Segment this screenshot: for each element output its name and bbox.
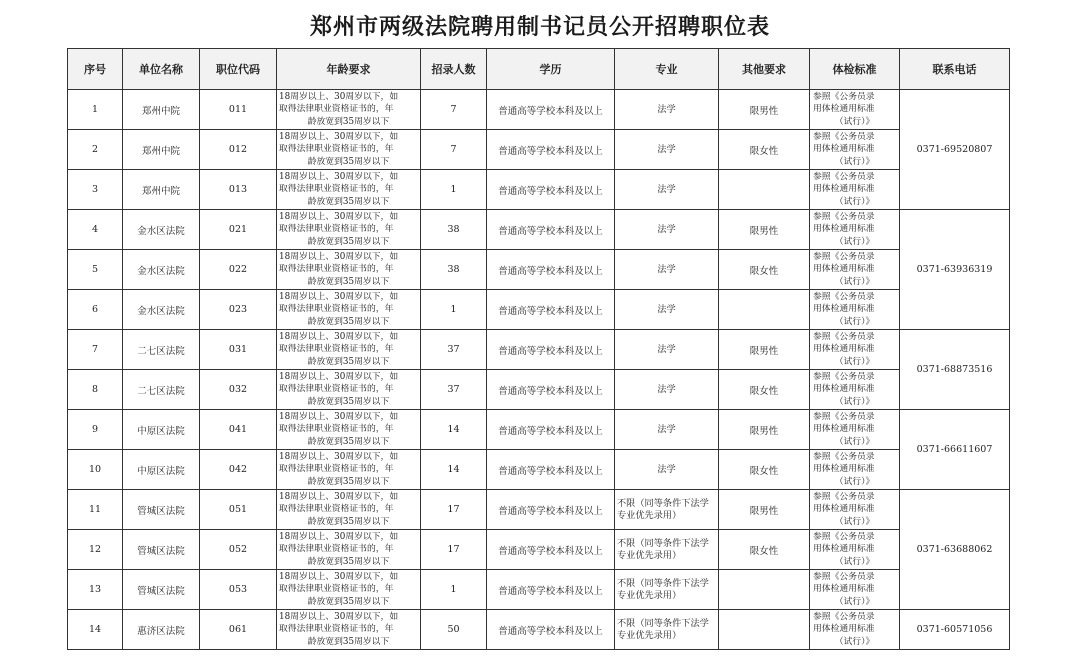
major: 法学 <box>615 170 719 210</box>
contact-phone: 0371-68873516 <box>900 330 1010 410</box>
education: 普通高等学校本科及以上 <box>487 490 615 530</box>
table-row <box>68 330 1010 370</box>
header-education: 学历 <box>487 49 615 90</box>
health-text-line: 用体检通用标准 <box>813 304 875 315</box>
major: 法学 <box>615 330 719 370</box>
unit-name: 金水区法院 <box>123 210 200 250</box>
age-text-line: 取得法律职业资格证书的，年 <box>279 264 394 275</box>
health-text-line: 参照《公务员录 <box>813 572 875 583</box>
other-requirement: 限男性 <box>719 410 810 450</box>
age-text-line: 龄放宽到35周岁以下 <box>307 116 390 127</box>
age-text-line: 18周岁以上、30周岁以下，如 <box>279 492 399 503</box>
health-standard <box>810 370 900 410</box>
education: 普通高等学校本科及以上 <box>487 610 615 650</box>
unit-name: 金水区法院 <box>123 290 200 330</box>
health-text-line: 用体检通用标准 <box>813 384 875 395</box>
health-text-line: （试行）》 <box>834 316 875 327</box>
education: 普通高等学校本科及以上 <box>487 130 615 170</box>
unit-name: 郑州中院 <box>123 170 200 210</box>
position-code: 061 <box>200 610 277 650</box>
position-code: 023 <box>200 290 277 330</box>
position-code: 041 <box>200 410 277 450</box>
health-text-line: 参照《公务员录 <box>813 252 875 263</box>
age-text-line: 龄放宽到35周岁以下 <box>307 636 390 647</box>
health-standard <box>810 330 900 370</box>
age-text-line: 取得法律职业资格证书的，年 <box>279 504 394 515</box>
age-text-line: 18周岁以上、30周岁以下，如 <box>279 612 399 623</box>
recruit-count: 37 <box>421 370 487 410</box>
age-requirement <box>277 330 421 370</box>
health-text-line: （试行）》 <box>834 236 875 247</box>
age-requirement <box>277 290 421 330</box>
health-standard <box>810 570 900 610</box>
education: 普通高等学校本科及以上 <box>487 250 615 290</box>
health-standard <box>810 490 900 530</box>
health-text-line: 参照《公务员录 <box>813 532 875 543</box>
unit-name: 二七区法院 <box>123 330 200 370</box>
age-text-line: 取得法律职业资格证书的，年 <box>279 184 394 195</box>
row-no: 13 <box>68 570 123 610</box>
position-code: 012 <box>200 130 277 170</box>
contact-phone: 0371-60571056 <box>900 610 1010 650</box>
unit-name: 惠济区法院 <box>123 610 200 650</box>
health-text-line: 用体检通用标准 <box>813 144 875 155</box>
health-text-line: 参照《公务员录 <box>813 612 875 623</box>
unit-name: 金水区法院 <box>123 250 200 290</box>
row-no: 5 <box>68 250 123 290</box>
header-major: 专业 <box>615 49 719 90</box>
table-row <box>68 290 1010 330</box>
unit-name: 郑州中院 <box>123 130 200 170</box>
other-requirement: 限女性 <box>719 450 810 490</box>
major: 法学 <box>615 370 719 410</box>
position-code: 031 <box>200 330 277 370</box>
age-text-line: 18周岁以上、30周岁以下，如 <box>279 572 399 583</box>
row-no: 6 <box>68 290 123 330</box>
health-text-line: 参照《公务员录 <box>813 172 875 183</box>
position-code: 021 <box>200 210 277 250</box>
age-requirement <box>277 90 421 130</box>
age-text-line: 龄放宽到35周岁以下 <box>307 556 390 567</box>
other-requirement: 限男性 <box>719 90 810 130</box>
contact-phone: 0371-63688062 <box>900 490 1010 610</box>
row-no: 12 <box>68 530 123 570</box>
health-text-line: 用体检通用标准 <box>813 104 875 115</box>
major: 不限（同等条件下法学专业优先录用） <box>615 490 719 530</box>
row-no: 10 <box>68 450 123 490</box>
health-text-line: 参照《公务员录 <box>813 452 875 463</box>
age-text-line: 取得法律职业资格证书的，年 <box>279 344 394 355</box>
age-requirement <box>277 410 421 450</box>
row-no: 14 <box>68 610 123 650</box>
header-other: 其他要求 <box>719 49 810 90</box>
health-text-line: 参照《公务员录 <box>813 132 875 143</box>
row-no: 1 <box>68 90 123 130</box>
page-title: 郑州市两级法院聘用制书记员公开招聘职位表 <box>309 15 770 40</box>
table-row <box>68 130 1010 170</box>
recruit-count: 37 <box>421 330 487 370</box>
unit-name: 郑州中院 <box>123 90 200 130</box>
education: 普通高等学校本科及以上 <box>487 90 615 130</box>
health-standard <box>810 90 900 130</box>
other-requirement <box>719 290 810 330</box>
age-text-line: 龄放宽到35周岁以下 <box>307 396 390 407</box>
table-row <box>68 370 1010 410</box>
age-requirement <box>277 370 421 410</box>
major: 法学 <box>615 90 719 130</box>
age-text-line: 取得法律职业资格证书的，年 <box>279 584 394 595</box>
age-text-line: 龄放宽到35周岁以下 <box>307 156 390 167</box>
header-health: 体检标准 <box>810 49 900 90</box>
health-text-line: （试行）》 <box>834 196 875 207</box>
education: 普通高等学校本科及以上 <box>487 370 615 410</box>
row-no: 11 <box>68 490 123 530</box>
health-text-line: 用体检通用标准 <box>813 504 875 515</box>
major: 不限（同等条件下法学专业优先录用） <box>615 610 719 650</box>
recruit-count: 1 <box>421 570 487 610</box>
unit-name: 管城区法院 <box>123 490 200 530</box>
major: 法学 <box>615 410 719 450</box>
age-text-line: 取得法律职业资格证书的，年 <box>279 384 394 395</box>
education: 普通高等学校本科及以上 <box>487 170 615 210</box>
recruit-count: 14 <box>421 410 487 450</box>
age-requirement <box>277 570 421 610</box>
health-text-line: （试行）》 <box>834 556 875 567</box>
age-text-line: 龄放宽到35周岁以下 <box>307 516 390 527</box>
table-row <box>68 250 1010 290</box>
recruit-count: 7 <box>421 90 487 130</box>
health-standard <box>810 210 900 250</box>
table-row <box>68 570 1010 610</box>
age-requirement <box>277 450 421 490</box>
header-code: 职位代码 <box>200 49 277 90</box>
age-requirement <box>277 250 421 290</box>
age-text-line: 18周岁以上、30周岁以下，如 <box>279 532 399 543</box>
recruit-count: 38 <box>421 250 487 290</box>
health-text-line: 用体检通用标准 <box>813 424 875 435</box>
position-code: 053 <box>200 570 277 610</box>
unit-name: 中原区法院 <box>123 410 200 450</box>
other-requirement <box>719 570 810 610</box>
unit-name: 二七区法院 <box>123 370 200 410</box>
row-no: 3 <box>68 170 123 210</box>
health-text-line: 用体检通用标准 <box>813 544 875 555</box>
health-text-line: 参照《公务员录 <box>813 332 875 343</box>
health-text-line: 用体检通用标准 <box>813 264 875 275</box>
recruit-count: 38 <box>421 210 487 250</box>
age-text-line: 18周岁以上、30周岁以下，如 <box>279 132 399 143</box>
major: 不限（同等条件下法学专业优先录用） <box>615 570 719 610</box>
contact-phone: 0371-63936319 <box>900 210 1010 330</box>
health-text-line: （试行）》 <box>834 116 875 127</box>
header-age: 年龄要求 <box>277 49 421 90</box>
position-code: 051 <box>200 490 277 530</box>
health-text-line: 参照《公务员录 <box>813 212 875 223</box>
header-count: 招录人数 <box>421 49 487 90</box>
recruit-count: 1 <box>421 170 487 210</box>
health-text-line: （试行）》 <box>834 636 875 647</box>
age-text-line: 龄放宽到35周岁以下 <box>307 476 390 487</box>
age-text-line: 18周岁以上、30周岁以下，如 <box>279 292 399 303</box>
health-text-line: （试行）》 <box>834 356 875 367</box>
health-standard <box>810 170 900 210</box>
table-row <box>68 410 1010 450</box>
education: 普通高等学校本科及以上 <box>487 570 615 610</box>
major: 法学 <box>615 290 719 330</box>
table-row <box>68 210 1010 250</box>
major: 不限（同等条件下法学专业优先录用） <box>615 530 719 570</box>
health-text-line: 参照《公务员录 <box>813 372 875 383</box>
position-code: 022 <box>200 250 277 290</box>
other-requirement: 限女性 <box>719 530 810 570</box>
major: 法学 <box>615 450 719 490</box>
contact-phone: 0371-69520807 <box>900 90 1010 210</box>
education: 普通高等学校本科及以上 <box>487 290 615 330</box>
unit-name: 管城区法院 <box>123 570 200 610</box>
other-requirement: 限男性 <box>719 490 810 530</box>
table-row <box>68 450 1010 490</box>
health-standard <box>810 410 900 450</box>
table-row <box>68 610 1010 650</box>
age-text-line: 18周岁以上、30周岁以下，如 <box>279 332 399 343</box>
other-requirement: 限男性 <box>719 330 810 370</box>
recruitment-table <box>67 48 1010 650</box>
row-no: 2 <box>68 130 123 170</box>
row-no: 8 <box>68 370 123 410</box>
health-text-line: （试行）》 <box>834 156 875 167</box>
health-text-line: （试行）》 <box>834 596 875 607</box>
age-text-line: 龄放宽到35周岁以下 <box>307 276 390 287</box>
age-text-line: 18周岁以上、30周岁以下，如 <box>279 372 399 383</box>
age-text-line: 取得法律职业资格证书的，年 <box>279 624 394 635</box>
age-text-line: 取得法律职业资格证书的，年 <box>279 104 394 115</box>
age-text-line: 取得法律职业资格证书的，年 <box>279 224 394 235</box>
recruit-count: 17 <box>421 490 487 530</box>
row-no: 7 <box>68 330 123 370</box>
age-text-line: 龄放宽到35周岁以下 <box>307 596 390 607</box>
age-requirement <box>277 530 421 570</box>
major: 法学 <box>615 210 719 250</box>
header-unit: 单位名称 <box>123 49 200 90</box>
health-standard <box>810 450 900 490</box>
other-requirement <box>719 170 810 210</box>
health-text-line: 参照《公务员录 <box>813 92 875 103</box>
education: 普通高等学校本科及以上 <box>487 330 615 370</box>
age-requirement <box>277 490 421 530</box>
recruit-count: 7 <box>421 130 487 170</box>
education: 普通高等学校本科及以上 <box>487 530 615 570</box>
health-standard <box>810 290 900 330</box>
contact-phone: 0371-66611607 <box>900 410 1010 490</box>
education: 普通高等学校本科及以上 <box>487 450 615 490</box>
row-no: 4 <box>68 210 123 250</box>
header-row <box>68 49 1010 90</box>
unit-name: 管城区法院 <box>123 530 200 570</box>
health-text-line: （试行）》 <box>834 436 875 447</box>
age-text-line: 取得法律职业资格证书的，年 <box>279 424 394 435</box>
age-text-line: 龄放宽到35周岁以下 <box>307 356 390 367</box>
table-row <box>68 490 1010 530</box>
age-text-line: 18周岁以上、30周岁以下，如 <box>279 452 399 463</box>
other-requirement: 限女性 <box>719 130 810 170</box>
health-text-line: 用体检通用标准 <box>813 344 875 355</box>
position-code: 032 <box>200 370 277 410</box>
age-requirement <box>277 170 421 210</box>
age-requirement <box>277 210 421 250</box>
age-requirement <box>277 130 421 170</box>
age-requirement <box>277 610 421 650</box>
position-code: 042 <box>200 450 277 490</box>
health-standard <box>810 610 900 650</box>
recruit-count: 1 <box>421 290 487 330</box>
health-text-line: 用体检通用标准 <box>813 624 875 635</box>
age-text-line: 18周岁以上、30周岁以下，如 <box>279 252 399 263</box>
table-row <box>68 90 1010 130</box>
table-row <box>68 530 1010 570</box>
education: 普通高等学校本科及以上 <box>487 410 615 450</box>
health-standard <box>810 530 900 570</box>
health-text-line: （试行）》 <box>834 476 875 487</box>
age-text-line: 取得法律职业资格证书的，年 <box>279 144 394 155</box>
age-text-line: 取得法律职业资格证书的，年 <box>279 464 394 475</box>
age-text-line: 取得法律职业资格证书的，年 <box>279 544 394 555</box>
age-text-line: 18周岁以上、30周岁以下，如 <box>279 92 399 103</box>
age-text-line: 龄放宽到35周岁以下 <box>307 196 390 207</box>
other-requirement: 限男性 <box>719 210 810 250</box>
health-text-line: （试行）》 <box>834 396 875 407</box>
recruit-count: 14 <box>421 450 487 490</box>
major: 法学 <box>615 130 719 170</box>
health-text-line: 参照《公务员录 <box>813 292 875 303</box>
health-standard <box>810 130 900 170</box>
health-text-line: （试行）》 <box>834 276 875 287</box>
health-text-line: 用体检通用标准 <box>813 184 875 195</box>
position-code: 052 <box>200 530 277 570</box>
health-text-line: 用体检通用标准 <box>813 464 875 475</box>
position-code: 013 <box>200 170 277 210</box>
age-text-line: 18周岁以上、30周岁以下，如 <box>279 172 399 183</box>
recruit-count: 17 <box>421 530 487 570</box>
header-no: 序号 <box>68 49 123 90</box>
health-text-line: 参照《公务员录 <box>813 492 875 503</box>
age-text-line: 龄放宽到35周岁以下 <box>307 436 390 447</box>
header-phone: 联系电话 <box>900 49 1010 90</box>
health-text-line: 用体检通用标准 <box>813 224 875 235</box>
table-row <box>68 170 1010 210</box>
health-text-line: （试行）》 <box>834 516 875 527</box>
other-requirement <box>719 610 810 650</box>
unit-name: 中原区法院 <box>123 450 200 490</box>
age-text-line: 取得法律职业资格证书的，年 <box>279 304 394 315</box>
health-text-line: 用体检通用标准 <box>813 584 875 595</box>
health-text-line: 参照《公务员录 <box>813 412 875 423</box>
row-no: 9 <box>68 410 123 450</box>
age-text-line: 龄放宽到35周岁以下 <box>307 316 390 327</box>
age-text-line: 18周岁以上、30周岁以下，如 <box>279 412 399 423</box>
major: 法学 <box>615 250 719 290</box>
other-requirement: 限女性 <box>719 250 810 290</box>
age-text-line: 18周岁以上、30周岁以下，如 <box>279 212 399 223</box>
health-standard <box>810 250 900 290</box>
other-requirement: 限女性 <box>719 370 810 410</box>
age-text-line: 龄放宽到35周岁以下 <box>307 236 390 247</box>
position-code: 011 <box>200 90 277 130</box>
recruit-count: 50 <box>421 610 487 650</box>
education: 普通高等学校本科及以上 <box>487 210 615 250</box>
